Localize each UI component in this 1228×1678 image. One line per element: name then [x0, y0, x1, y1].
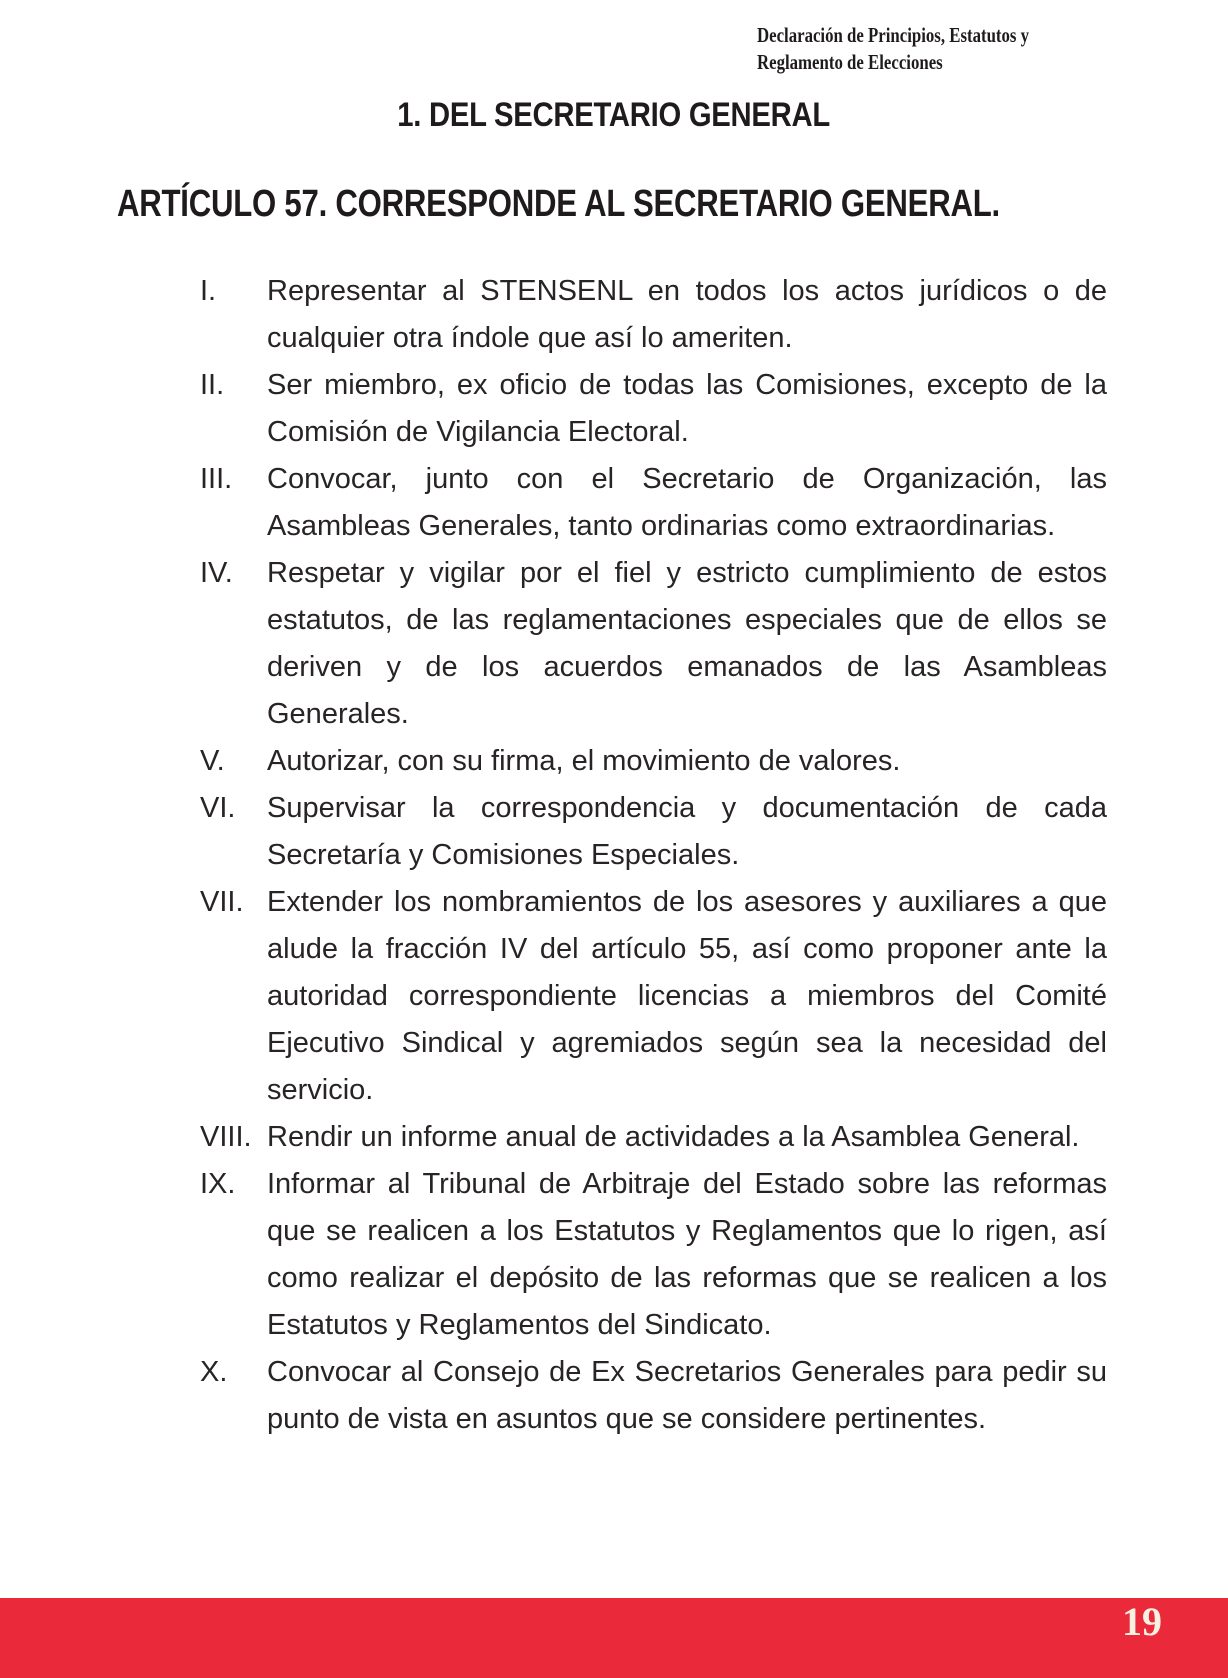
- list-item: [200, 879, 1107, 1114]
- page-number: 19: [1122, 1599, 1162, 1644]
- list-item-numeral: VI.: [200, 792, 236, 824]
- list-item-text: Respetar y vigilar por el fiel y estricto cumplimiento de estos estatutos, de las reglamentaciones especiales que de ellos se deriven y de los acuerdos emanados de las Asambleas Generales.: [267, 557, 1107, 730]
- list-item-numeral: II.: [200, 369, 225, 401]
- article-heading-text: ARTÍCULO 57. CORRESPONDE AL SECRETARIO GENERAL.: [117, 183, 1000, 225]
- list-item-numeral: V.: [200, 745, 225, 777]
- list-item-text: Extender los nombramientos de los asesores y auxiliares a que alude la fracción IV del artículo 55, así como proponer ante la autoridad correspondiente licencias a miembros del Comité Ejecutivo Sindical y agremiados según sea la necesidad del servicio.: [267, 886, 1107, 1106]
- list-item: [200, 550, 1107, 738]
- list-item: [200, 362, 1107, 456]
- running-header-line-1: Declaración de Principios, Estatutos y: [757, 23, 1030, 47]
- section-title-text: 1. DEL SECRETARIO GENERAL: [397, 96, 831, 134]
- running-header: [757, 22, 1029, 76]
- list-item-numeral: I.: [200, 275, 217, 307]
- list-item-text: Rendir un informe anual de actividades a la Asamblea General.: [267, 1121, 1080, 1153]
- footer-bar: [0, 1598, 1228, 1678]
- list-item-numeral: III.: [200, 463, 233, 495]
- list-item: [200, 785, 1107, 879]
- list-item: [200, 268, 1107, 362]
- list-item-text: Representar al STENSENL en todos los actos jurídicos o de cualquier otra índole que así lo ameriten.: [267, 275, 1107, 354]
- list-item-text: Convocar al Consejo de Ex Secretarios Generales para pedir su punto de vista en asuntos que se considere pertinentes.: [267, 1356, 1107, 1435]
- list-item-text: Autorizar, con su firma, el movimiento de valores.: [267, 745, 901, 777]
- list-item-numeral: IX.: [200, 1168, 236, 1200]
- article-heading: [117, 184, 1194, 224]
- list-item-numeral: IV.: [200, 557, 233, 589]
- running-header-line-2: Reglamento de Elecciones: [757, 50, 943, 74]
- list-item-numeral: VIII.: [200, 1121, 252, 1153]
- list-item: [200, 1349, 1107, 1443]
- list-item: [200, 1161, 1107, 1349]
- list-item: [200, 456, 1107, 550]
- article-clause-list: [200, 268, 1107, 1443]
- list-item: [200, 1114, 1107, 1161]
- list-item-numeral: X.: [200, 1356, 228, 1388]
- section-title: [0, 96, 1228, 134]
- list-item-text: Convocar, junto con el Secretario de Organización, las Asambleas Generales, tanto ordinarias como extraordinarias.: [267, 463, 1107, 542]
- list-item: [200, 738, 1107, 785]
- list-item-text: Informar al Tribunal de Arbitraje del Estado sobre las reformas que se realicen a los Estatutos y Reglamentos que lo rigen, así como realizar el depósito de las reformas que se realicen a los Estatutos y Reglamentos del Sindicato.: [267, 1168, 1107, 1341]
- list-item-text: Ser miembro, ex oficio de todas las Comisiones, excepto de la Comisión de Vigilancia Electoral.: [267, 369, 1107, 448]
- list-item-numeral: VII.: [200, 886, 244, 918]
- list-item-text: Supervisar la correspondencia y documentación de cada Secretaría y Comisiones Especiales.: [267, 792, 1107, 871]
